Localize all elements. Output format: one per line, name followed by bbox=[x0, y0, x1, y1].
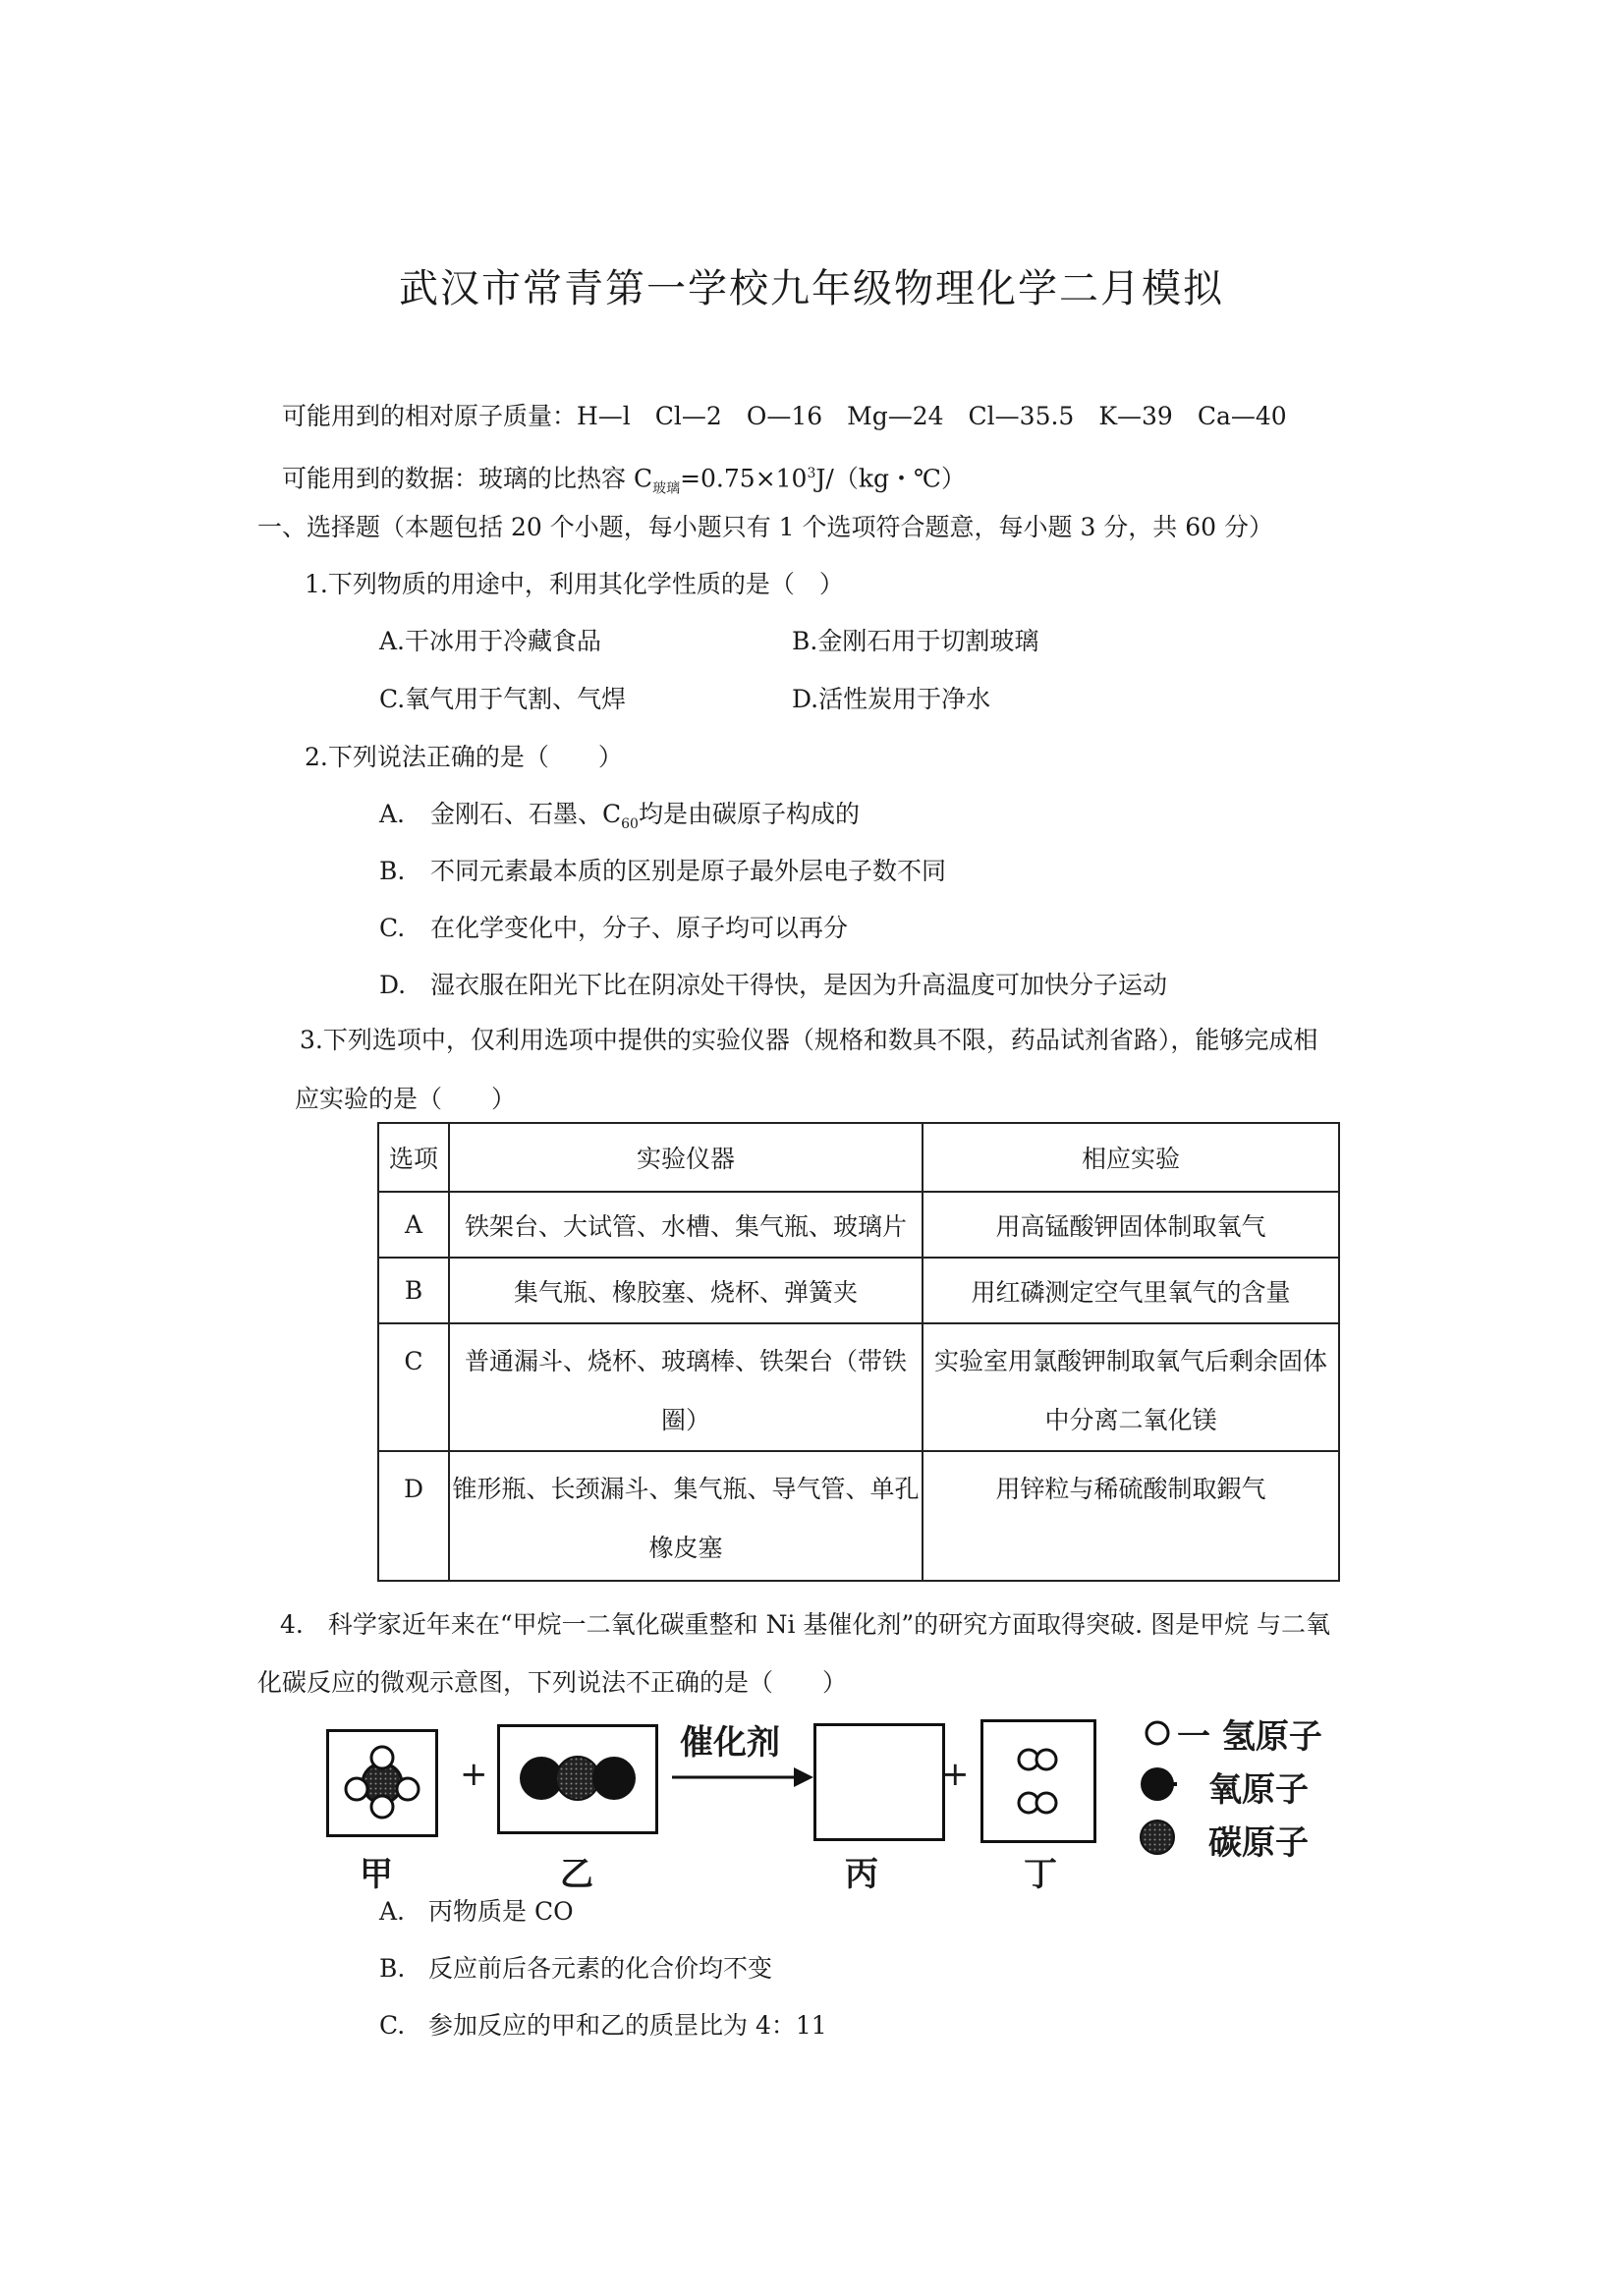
catalyst-label: 催化剂 bbox=[680, 1723, 780, 1763]
q4-option-b-letter: B. bbox=[379, 1954, 406, 1983]
table-cell-option-text: D bbox=[403, 1475, 424, 1503]
table-cell-experiment-line2: 中分离二氧化镁 bbox=[1044, 1406, 1217, 1434]
hydrogen-molecule-icon bbox=[983, 1722, 1093, 1840]
section-heading: 一、选择题（本题包括 20 个小题，每小题只有 1 个选项符合题意，每小题 3 分，共 60 分） bbox=[257, 513, 1274, 541]
data-line-sup: 3 bbox=[807, 466, 816, 481]
table-cell-experiment bbox=[923, 1323, 1339, 1451]
q2-option-c: 在化学变化中，分子、原子均可以再分 bbox=[430, 914, 849, 942]
q2-stem: 2.下列说法正确的是（ ） bbox=[305, 743, 623, 771]
atomic-masses-line: 可能用到的相对原子质量：H—l Cl—2 O—16 Mg—24 Cl—35.5 K—39 Ca—40 bbox=[282, 402, 1287, 430]
table-cell-instruments bbox=[449, 1451, 923, 1581]
table-header: 选项 bbox=[378, 1123, 449, 1192]
carbon-atom-icon bbox=[1138, 1818, 1177, 1857]
table-cell-experiment-text: 用锌粒与稀硫酸制取鍜气 bbox=[995, 1475, 1266, 1503]
box-jia bbox=[326, 1729, 438, 1837]
label-bing: 丙 bbox=[845, 1855, 878, 1894]
q4-option-b: 反应前后各元素的化合价均不变 bbox=[428, 1954, 773, 1983]
table-cell-instruments-line1: 锥形瓶、长颈漏斗、集气瓶、导气管、单孔 bbox=[452, 1475, 920, 1503]
table-row bbox=[378, 1192, 1339, 1258]
table-cell-option: A bbox=[378, 1192, 449, 1258]
table-cell-option bbox=[378, 1451, 449, 1581]
q4-stem-line2: 化碳反应的微观示意图，下列说法不正确的是（ ） bbox=[257, 1668, 848, 1697]
table-cell-instruments: 集气瓶、橡胶塞、烧杯、弹簧夹 bbox=[449, 1258, 923, 1323]
table-header: 实验仪器 bbox=[449, 1123, 923, 1192]
q1-option-d: D.活性炭用于净水 bbox=[792, 685, 991, 713]
reaction-arrow-icon bbox=[670, 1763, 817, 1792]
table-cell-option: B bbox=[378, 1258, 449, 1323]
box-bing bbox=[813, 1723, 945, 1841]
table-cell-experiment bbox=[923, 1451, 1339, 1581]
table-cell-experiment-line1: 实验室用氯酸钾制取氧气后剩余固体 bbox=[933, 1347, 1327, 1375]
table-cell-experiment: 用红磷测定空气里氧气的含量 bbox=[923, 1258, 1339, 1323]
q2-option-a-pre: 金刚石、石墨、C bbox=[430, 800, 622, 828]
box-yi bbox=[497, 1724, 658, 1834]
q2-option-d: 湿衣服在阳光下比在阴凉处干得快，是因为升高温度可加快分子运动 bbox=[430, 971, 1168, 999]
label-yi: 乙 bbox=[560, 1855, 593, 1894]
page-title: 武汉市常青第一学校九年级物理化学二月模拟 bbox=[399, 266, 1224, 311]
plus-sign: + bbox=[941, 1755, 970, 1794]
oxygen-atom-icon bbox=[1138, 1764, 1177, 1804]
data-line-suffix: J/（kg・℃） bbox=[815, 464, 966, 493]
label-jia: 甲 bbox=[360, 1855, 393, 1894]
q4-option-c-letter: C. bbox=[379, 2011, 406, 2040]
q1-stem: 1.下列物质的用途中，利用其化学性质的是（ ） bbox=[305, 570, 844, 598]
data-line bbox=[282, 456, 966, 506]
methane-molecule-icon bbox=[329, 1732, 435, 1834]
table-cell-instruments-line2: 橡皮塞 bbox=[648, 1534, 723, 1562]
hydrogen-atom-icon bbox=[1142, 1717, 1173, 1749]
instrument-table bbox=[377, 1122, 1340, 1582]
q2-option-d-letter: D. bbox=[379, 971, 407, 999]
table-cell-instruments bbox=[449, 1323, 923, 1451]
data-line-mid: =0.75×10 bbox=[680, 464, 808, 493]
table-cell-instruments-text: 普通漏斗、烧杯、玻璃棒、铁架台（带铁圈） bbox=[464, 1347, 907, 1434]
reaction-diagram bbox=[324, 1709, 1326, 1896]
table-row bbox=[378, 1323, 1339, 1451]
q2-option-a-sub: 60 bbox=[621, 816, 639, 832]
co2-molecule-icon bbox=[500, 1727, 655, 1831]
label-ding: 丁 bbox=[1024, 1855, 1057, 1894]
q4-option-c: 参加反应的甲和乙的质昰比为 4：11 bbox=[428, 2011, 827, 2040]
table-header-row bbox=[378, 1123, 1339, 1192]
q4-option-a: 丙物质是 CO bbox=[428, 1897, 574, 1926]
q1-option-c: C.氧气用于气割、气焊 bbox=[379, 685, 627, 713]
q1-option-b: B.金刚石用于切割玻璃 bbox=[792, 627, 1039, 655]
table-cell-instruments: 铁架台、大试管、水槽、集气瓶、玻璃片 bbox=[449, 1192, 923, 1258]
table-cell-option bbox=[378, 1323, 449, 1451]
q3-stem-line2: 应实验的是（ ） bbox=[295, 1085, 517, 1113]
legend-oxygen: 氧原子 bbox=[1208, 1770, 1309, 1810]
q2-option-a-post: 均是由碳原子构成的 bbox=[638, 800, 860, 828]
q2-option-a bbox=[430, 797, 860, 842]
data-line-prefix: 可能用到的数据：玻璃的比热容 C bbox=[282, 464, 653, 493]
plus-sign: + bbox=[460, 1755, 488, 1794]
q2-option-b-letter: B. bbox=[379, 857, 406, 885]
q3-stem-line1: 3.下列选项中，仅利用选项中提供的实验仪器（规格和数具不限，药品试剂省路），能够完成相 bbox=[300, 1026, 1318, 1054]
q2-option-b: 不同元素最本质的区别是原子最外层电子数不同 bbox=[430, 857, 947, 885]
legend-carbon: 碳原子 bbox=[1208, 1823, 1309, 1863]
table-cell-option-text: C bbox=[404, 1347, 423, 1375]
q4-option-a-letter: A. bbox=[379, 1897, 406, 1926]
q1-option-a: A.干冰用于冷藏食品 bbox=[379, 627, 602, 655]
q2-option-a-letter: A. bbox=[379, 800, 406, 828]
table-row bbox=[378, 1258, 1339, 1323]
data-line-sub: 玻璃 bbox=[652, 480, 681, 497]
legend-hydrogen: 一 氢原子 bbox=[1177, 1717, 1322, 1757]
box-ding bbox=[980, 1719, 1096, 1843]
table-row bbox=[378, 1451, 1339, 1581]
table-cell-experiment: 用高锰酸钾固体制取氧气 bbox=[923, 1192, 1339, 1258]
table-header: 相应实验 bbox=[923, 1123, 1339, 1192]
q2-option-c-letter: C. bbox=[379, 914, 406, 942]
q4-stem-line1: 4. 科学家近年来在“甲烷一二氧化碳重整和 Ni 基催化剂”的研究方面取得突破. 图是甲烷 与二氧 bbox=[280, 1610, 1331, 1639]
